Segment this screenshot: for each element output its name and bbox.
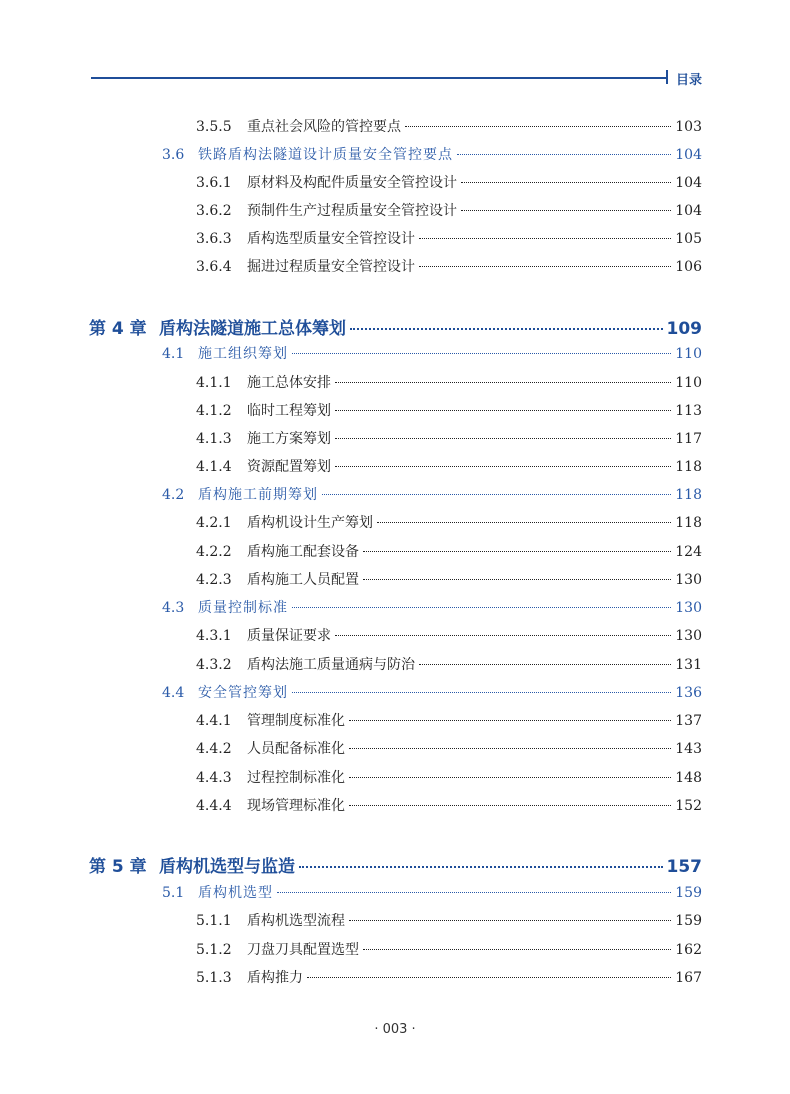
- subsection-entry[interactable]: [196, 654, 702, 676]
- dot-leader: [363, 551, 671, 552]
- entry-page-number: 104: [675, 147, 702, 163]
- entry-title: 盾构机选型与监造: [159, 857, 295, 877]
- entry-page-number: 162: [675, 942, 702, 958]
- subsection-entry[interactable]: [196, 456, 702, 478]
- subsection-entry[interactable]: [196, 795, 702, 817]
- page-number: · 003 ·: [374, 1022, 416, 1037]
- entry-number: 5.1.2: [196, 942, 232, 958]
- entry-page-number: 130: [675, 628, 702, 644]
- entry-number: 4.1.2: [196, 403, 232, 419]
- entry-number: 4.1.1: [196, 375, 232, 391]
- entry-title: 过程控制标准化: [247, 770, 345, 786]
- entry-number: 3.6.3: [196, 231, 232, 247]
- subsection-entry[interactable]: [196, 400, 702, 422]
- entry-page-number: 105: [675, 231, 702, 247]
- entry-title: 重点社会风险的管控要点: [247, 119, 401, 135]
- entry-number: 4.1.4: [196, 459, 232, 475]
- dot-leader: [307, 977, 671, 978]
- entry-title: 盾构施工人员配置: [247, 572, 359, 588]
- entry-page-number: 110: [675, 375, 702, 391]
- dot-leader: [405, 126, 671, 127]
- entry-number: 3.6.2: [196, 203, 232, 219]
- subsection-entry[interactable]: [196, 116, 702, 138]
- dot-leader: [349, 720, 671, 721]
- entry-title: 人员配备标准化: [247, 741, 345, 757]
- entry-page-number: 159: [675, 913, 702, 929]
- subsection-entry[interactable]: [196, 256, 702, 278]
- entry-page-number: 143: [675, 741, 702, 757]
- entry-number: 4.4.3: [196, 770, 232, 786]
- entry-number: 3.6.4: [196, 259, 232, 275]
- subsection-entry[interactable]: [196, 967, 702, 989]
- subsection-entry[interactable]: [196, 710, 702, 732]
- entry-number: 4.2.3: [196, 572, 232, 588]
- entry-page-number: 104: [675, 203, 702, 219]
- entry-number: 4.2: [162, 487, 185, 503]
- dot-leader: [292, 692, 671, 693]
- entry-title: 盾构法隧道施工总体筹划: [159, 319, 346, 339]
- subsection-entry[interactable]: [196, 512, 702, 534]
- entry-title: 铁路盾构法隧道设计质量安全管控要点: [198, 147, 453, 163]
- entry-number: 4.4.2: [196, 741, 232, 757]
- chapter-entry[interactable]: [89, 852, 702, 877]
- entry-page-number: 113: [675, 403, 702, 419]
- entry-page-number: 167: [675, 970, 702, 986]
- entry-number: 3.6.1: [196, 175, 232, 191]
- entry-number: 4.4: [162, 685, 185, 701]
- dot-leader: [350, 328, 663, 330]
- subsection-entry[interactable]: [196, 569, 702, 591]
- entry-number: 第 4 章: [89, 319, 147, 339]
- dot-leader: [457, 154, 671, 155]
- entry-page-number: 118: [675, 459, 702, 475]
- section-entry[interactable]: [162, 597, 702, 619]
- entry-title: 临时工程筹划: [247, 403, 331, 419]
- entry-title: 盾构施工前期筹划: [198, 487, 318, 503]
- entry-title: 盾构机选型流程: [247, 913, 345, 929]
- entry-page-number: 130: [675, 572, 702, 588]
- entry-number: 4.3.2: [196, 657, 232, 673]
- entry-number: 5.1.1: [196, 913, 232, 929]
- entry-page-number: 103: [675, 119, 702, 135]
- section-entry[interactable]: [162, 484, 702, 506]
- section-entry[interactable]: [162, 882, 702, 904]
- dot-leader: [335, 466, 671, 467]
- entry-title: 盾构施工配套设备: [247, 544, 359, 560]
- entry-title: 盾构机设计生产筹划: [247, 515, 373, 531]
- entry-title: 安全管控筹划: [198, 685, 288, 701]
- entry-title: 现场管理标准化: [247, 798, 345, 814]
- entry-title: 施工方案筹划: [247, 431, 331, 447]
- entry-page-number: 110: [675, 346, 702, 362]
- dot-leader: [335, 438, 671, 439]
- subsection-entry[interactable]: [196, 767, 702, 789]
- entry-page-number: 130: [675, 600, 702, 616]
- dot-leader: [335, 635, 671, 636]
- entry-title: 施工总体安排: [247, 375, 331, 391]
- entry-number: 5.1: [162, 885, 185, 901]
- entry-title: 质量控制标准: [198, 600, 288, 616]
- entry-title: 刀盘刀具配置选型: [247, 942, 359, 958]
- dot-leader: [277, 892, 671, 893]
- subsection-entry[interactable]: [196, 910, 702, 932]
- entry-page-number: 152: [675, 798, 702, 814]
- entry-page-number: 137: [675, 713, 702, 729]
- dot-leader: [419, 266, 671, 267]
- running-header-title: 目录: [676, 73, 703, 88]
- subsection-entry[interactable]: [196, 738, 702, 760]
- subsection-entry[interactable]: [196, 172, 702, 194]
- dot-leader: [419, 664, 671, 665]
- entry-number: 4.1: [162, 346, 185, 362]
- entry-page-number: 131: [675, 657, 702, 673]
- subsection-entry[interactable]: [196, 428, 702, 450]
- subsection-entry[interactable]: [196, 228, 702, 250]
- entry-number: 4.3.1: [196, 628, 232, 644]
- dot-leader: [461, 210, 671, 211]
- dot-leader: [349, 777, 671, 778]
- entry-title: 质量保证要求: [247, 628, 331, 644]
- entry-number: 5.1.3: [196, 970, 232, 986]
- subsection-entry[interactable]: [196, 541, 702, 563]
- entry-number: 4.3: [162, 600, 185, 616]
- dot-leader: [349, 805, 671, 806]
- dot-leader: [349, 920, 671, 921]
- dot-leader: [377, 522, 671, 523]
- dot-leader: [292, 353, 671, 354]
- subsection-entry[interactable]: [196, 372, 702, 394]
- entry-number: 4.4.4: [196, 798, 232, 814]
- section-entry[interactable]: [162, 144, 702, 166]
- dot-leader: [461, 182, 671, 183]
- entry-title: 掘进过程质量安全管控设计: [247, 259, 415, 275]
- entry-title: 原材料及构配件质量安全管控设计: [247, 175, 457, 191]
- entry-page-number: 118: [675, 515, 702, 531]
- entry-number: 4.2.2: [196, 544, 232, 560]
- dot-leader: [322, 494, 671, 495]
- dot-leader: [335, 382, 671, 383]
- entry-title: 盾构法施工质量通病与防治: [247, 657, 415, 673]
- entry-page-number: 159: [675, 885, 702, 901]
- entry-title: 施工组织筹划: [198, 346, 288, 362]
- dot-leader: [292, 607, 671, 608]
- entry-number: 3.5.5: [196, 119, 232, 135]
- entry-title: 盾构推力: [247, 970, 303, 986]
- dot-leader: [349, 748, 671, 749]
- entry-page-number: 117: [675, 431, 702, 447]
- dot-leader: [299, 866, 663, 868]
- entry-number: 4.1.3: [196, 431, 232, 447]
- dot-leader: [419, 238, 671, 239]
- entry-title: 预制件生产过程质量安全管控设计: [247, 203, 457, 219]
- entry-page-number: 148: [675, 770, 702, 786]
- subsection-entry[interactable]: [196, 200, 702, 222]
- dot-leader: [335, 410, 671, 411]
- section-entry[interactable]: [162, 343, 702, 365]
- dot-leader: [363, 579, 671, 580]
- entry-title: 管理制度标准化: [247, 713, 345, 729]
- entry-page-number: 109: [666, 319, 702, 339]
- entry-page-number: 106: [675, 259, 702, 275]
- entry-title: 盾构机选型: [198, 885, 273, 901]
- section-entry[interactable]: [162, 682, 702, 704]
- entry-number: 3.6: [162, 147, 185, 163]
- entry-page-number: 124: [675, 544, 702, 560]
- entry-page-number: 157: [666, 857, 702, 877]
- entry-number: 4.2.1: [196, 515, 232, 531]
- chapter-entry[interactable]: [89, 314, 702, 339]
- entry-page-number: 118: [675, 487, 702, 503]
- subsection-entry[interactable]: [196, 625, 702, 647]
- entry-page-number: 104: [675, 175, 702, 191]
- entry-page-number: 136: [675, 685, 702, 701]
- dot-leader: [363, 949, 671, 950]
- entry-title: 盾构选型质量安全管控设计: [247, 231, 415, 247]
- subsection-entry[interactable]: [196, 939, 702, 961]
- entry-number: 4.4.1: [196, 713, 232, 729]
- entry-title: 资源配置筹划: [247, 459, 331, 475]
- entry-number: 第 5 章: [89, 857, 147, 877]
